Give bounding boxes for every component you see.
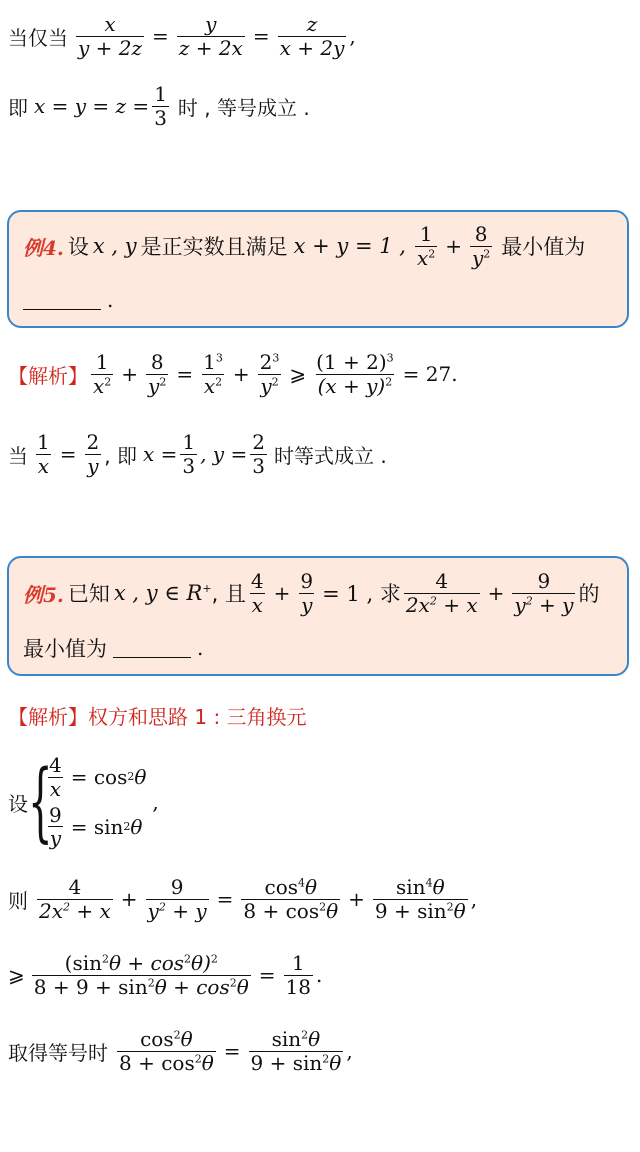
answer-blank	[23, 291, 101, 310]
answer-blank	[113, 639, 191, 658]
example-5-blank-line: 最小值为 .	[23, 636, 204, 661]
equality-result-line: 即 x = y = z = $\frac{1}{3}$ 时 , 等号成立 .	[8, 82, 310, 130]
solution-4-line: 【解析】 $\frac{1}{x^2}$ + $\frac{8}{y^2}$ = $\frac{1^3}{x^2}$ + $\frac{2^3}{y^2}$ ⩾ $\frac{(1 + 2)^3}{(x + y)^2}$ = 27.	[8, 350, 458, 398]
fraction: $\frac{8}{y^2}$	[471, 222, 491, 270]
text: 当仅当	[8, 25, 68, 50]
example-4-blank-line: .	[23, 282, 617, 318]
fraction: $\frac{y}{z + 2x}$	[178, 12, 243, 60]
fraction: $\frac{1}{x^2}$	[416, 222, 436, 270]
example-5-question: 例5. 已知 x , y ∈ R+ , 且 $\frac{4}{x}$ + $\frac{9}{y}$ = 1 , 求 $\frac{4}{2x^2 + x}$ + $\frac{9}{y^2 + y}$ 的	[23, 569, 600, 617]
fraction: $\frac{1}{3}$	[154, 82, 167, 130]
fraction: $\frac{z}{x + 2y}$	[279, 12, 345, 60]
fraction: $\frac{x}{y + 2z}$	[78, 12, 143, 60]
example-5-box	[7, 556, 629, 676]
example-tag: 例4.	[23, 235, 64, 260]
example-4-question: 例4. 设 x , y 是正实数且满足 x + y = 1 , $\frac{1}{x^2}$ + $\frac{8}{y^2}$ 最小值为	[23, 222, 586, 270]
brace-icon: {	[28, 752, 53, 852]
inequality-line: ⩾ $\frac{(\sin^2\theta + \cos^2\theta)^2}{8 + 9 + \sin^2\theta + \cos^2\theta}$ = $\frac{1}{18}$ .	[8, 951, 323, 999]
solution-5-heading: 【解析】权方和思路 1 : 三角换元	[8, 704, 307, 729]
substitution-system: 设 { $\frac{4}{x}$ = cos 2 θ $\frac{9}{y}$ = sin 2 θ ,	[8, 752, 159, 852]
transform-line: 则 $\frac{4}{2x^2 + x}$ + $\frac{9}{y^2 + y}$ = $\frac{\cos^4\theta}{8 + \cos^2\theta}$ + $\frac{\sin^4\theta}{9 + \sin^2\theta}$ ,	[8, 875, 478, 923]
solution-tag: 【解析】	[8, 363, 88, 388]
equality-condition-trig-line: 取得等号时 $\frac{\cos^2\theta}{8 + \cos^2\theta}$ = $\frac{\sin^2\theta}{9 + \sin^2\theta}$ ,	[8, 1027, 353, 1075]
equality-condition-line: 当仅当 $\frac{x}{y + 2z}$ = $\frac{y}{z + 2x}$ = $\frac{z}{x + 2y}$ ,	[8, 12, 356, 60]
example-4-box	[7, 210, 629, 328]
equality-case-line: 当 $\frac{1}{x}$ = $\frac{2}{y}$ , 即 x = $\frac{1}{3}$ , y = $\frac{2}{3}$ 时等式成立 .	[8, 430, 387, 478]
